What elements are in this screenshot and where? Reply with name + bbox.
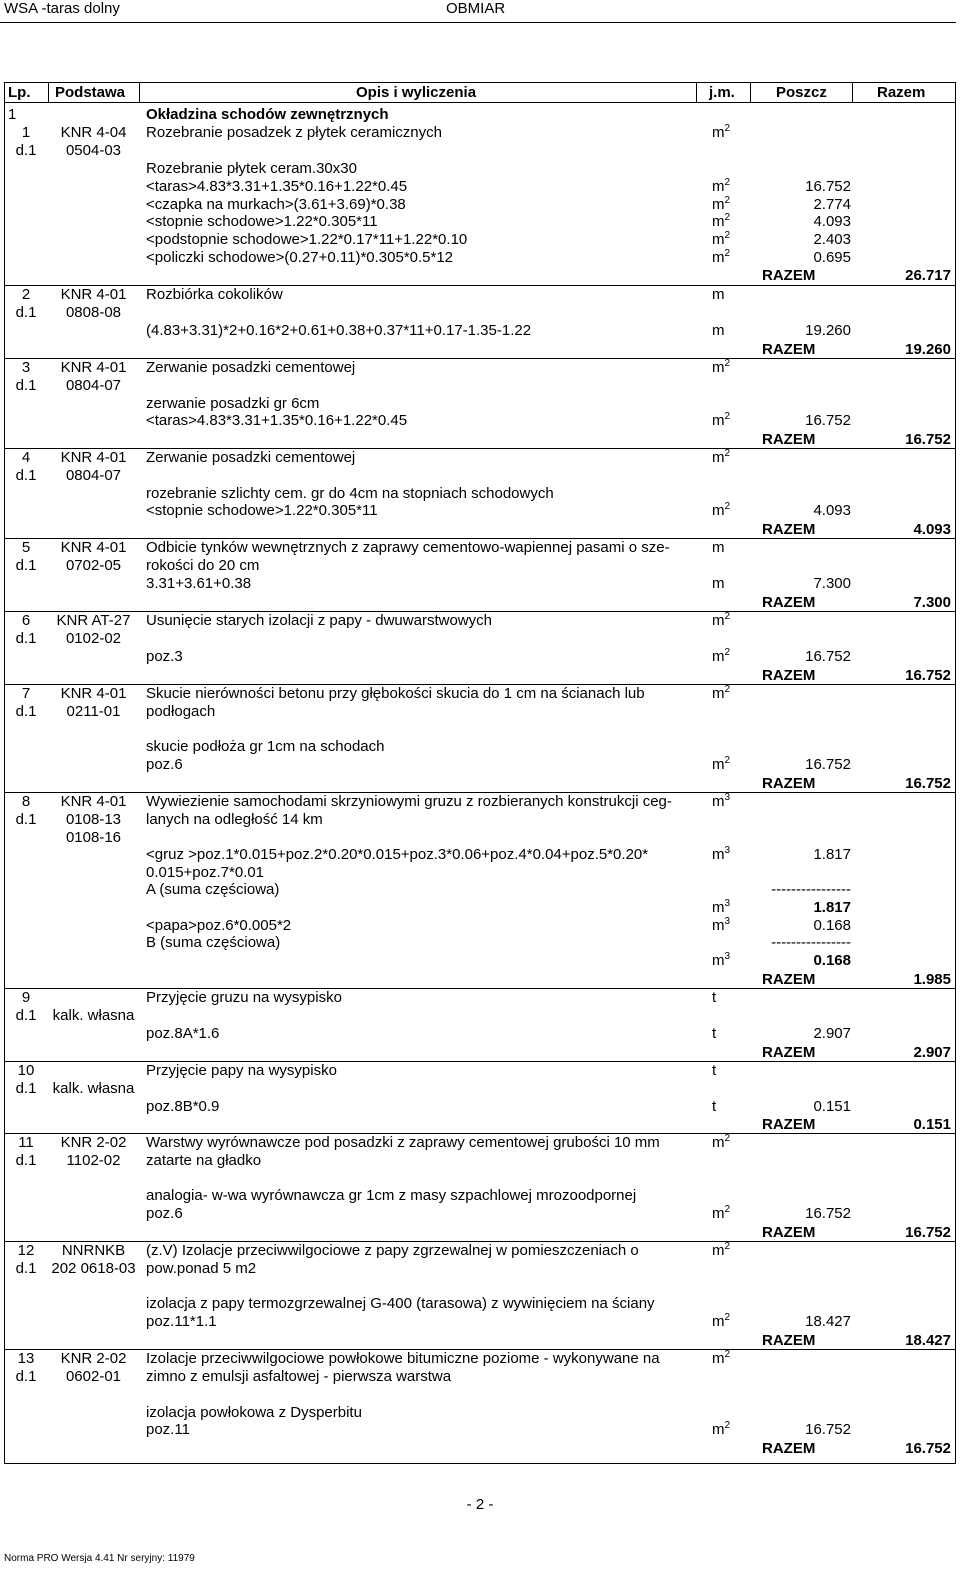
- page-number: - 2 -: [466, 1496, 494, 1513]
- row-lp: d.1: [15, 811, 37, 828]
- row-basis: 0602-01: [65, 1368, 122, 1385]
- row-unit: $m^2$: [712, 1420, 731, 1438]
- row-unit: $m^3$: [712, 898, 731, 916]
- row-partial: 0.151: [813, 1098, 851, 1115]
- col-header-partial: Poszcz: [776, 84, 827, 101]
- razem-label: RAZEM: [762, 1440, 816, 1457]
- row-description: <gruz >poz.1*0.015+poz.2*0.20*0.015+poz.3*0.06+poz.4*0.04+poz.5*0.20*: [146, 846, 649, 863]
- row-unit: m: [712, 539, 725, 556]
- row-separator: [4, 792, 956, 793]
- row-description: zatarte na gładko: [146, 1152, 262, 1169]
- row-description: Odbicie tynków wewnętrznych z zaprawy cementowo-wapiennej pasami o sze-: [146, 539, 670, 556]
- row-lp: d.1: [15, 377, 37, 394]
- row-lp: d.1: [15, 304, 37, 321]
- row-basis: 0504-03: [65, 142, 122, 159]
- col-header-lp: Lp.: [8, 84, 31, 101]
- row-unit: $m^2$: [712, 177, 731, 195]
- row-description: Przyjęcie papy na wysypisko: [146, 1062, 337, 1079]
- row-partial: 0.695: [813, 249, 851, 266]
- row-basis: KNR 4-01: [60, 359, 127, 376]
- row-description: <stopnie schodowe>1.22*0.305*11: [146, 502, 378, 519]
- razem-label: RAZEM: [762, 521, 816, 538]
- row-description: poz.3: [146, 648, 183, 665]
- row-partial: 2.403: [813, 231, 851, 248]
- row-description: <podstopnie schodowe>1.22*0.17*11+1.22*0.10: [146, 231, 468, 248]
- row-description: <papa>poz.6*0.005*2: [146, 917, 292, 934]
- row-unit: m: [712, 286, 725, 303]
- row-partial: 19.260: [805, 322, 851, 339]
- row-partial: 16.752: [805, 756, 851, 773]
- row-lp: 9: [21, 989, 31, 1006]
- row-unit: $m^2$: [712, 684, 731, 702]
- row-total: 16.752: [905, 775, 951, 792]
- col-header-total: Razem: [877, 84, 926, 101]
- row-unit: $m^2$: [712, 647, 731, 665]
- row-description: rozebranie szlichty cem. gr do 4cm na stopniach schodowych: [146, 485, 554, 502]
- row-lp: 11: [18, 1134, 34, 1151]
- row-basis: 0702-05: [65, 557, 122, 574]
- row-separator: [4, 285, 956, 286]
- row-description: poz.8A*1.6: [146, 1025, 220, 1042]
- row-description: <czapka na murkach>(3.61+3.69)*0.38: [146, 196, 406, 213]
- row-basis: KNR 4-01: [60, 685, 127, 702]
- row-basis: 0108-13: [65, 811, 122, 828]
- header-center: OBMIAR: [446, 0, 506, 17]
- row-separator: [4, 1349, 956, 1350]
- col-divider: [48, 82, 49, 102]
- row-total: 26.717: [905, 267, 951, 284]
- row-basis: KNR 4-01: [60, 539, 127, 556]
- row-partial: 2.907: [813, 1025, 851, 1042]
- row-lp: 12: [17, 1242, 35, 1259]
- row-partial: 18.427: [805, 1313, 851, 1330]
- row-description: rokości do 20 cm: [146, 557, 260, 574]
- row-unit: $m^2$: [712, 1204, 731, 1222]
- row-basis: kalk. własna: [52, 1007, 135, 1024]
- row-description: zerwanie posadzki gr 6cm: [146, 395, 320, 412]
- row-basis: NNRNKB: [61, 1242, 126, 1259]
- row-unit: t: [712, 1025, 717, 1042]
- row-partial: 16.752: [805, 648, 851, 665]
- row-unit: m: [712, 322, 725, 339]
- row-description: Warstwy wyrównawcze pod posadzki z zaprawy cementowej grubości 10 mm: [146, 1134, 660, 1151]
- row-unit: $m^2$: [712, 358, 731, 376]
- row-partial: 1.817: [813, 846, 851, 863]
- row-description: Rozbiórka cokolików: [146, 286, 283, 303]
- row-description: Rozebranie płytek ceram.30x30: [146, 160, 357, 177]
- row-description: poz.8B*0.9: [146, 1098, 220, 1115]
- razem-label: RAZEM: [762, 431, 816, 448]
- row-basis: KNR 4-01: [60, 449, 127, 466]
- row-description: izolacja powłokowa z Dysperbitu: [146, 1404, 362, 1421]
- row-description: (4.83+3.31)*2+0.16*2+0.61+0.38+0.37*11+0.17-1.35-1.22: [146, 322, 532, 339]
- row-unit: $m^3$: [712, 916, 731, 934]
- row-unit: $m^3$: [712, 845, 731, 863]
- row-description: <taras>4.83*3.31+1.35*0.16+1.22*0.45: [146, 178, 408, 195]
- row-description: lanych na odległość 14 km: [146, 811, 323, 828]
- row-unit: $m^3$: [712, 951, 731, 969]
- row-lp: d.1: [15, 703, 37, 720]
- section-number: 1: [8, 106, 17, 123]
- row-unit: t: [712, 1062, 717, 1079]
- row-lp: d.1: [15, 142, 37, 159]
- row-total: 2.907: [913, 1044, 951, 1061]
- row-description: poz.6: [146, 756, 183, 773]
- razem-label: RAZEM: [762, 667, 816, 684]
- row-unit: m: [712, 575, 725, 592]
- row-total: 18.427: [905, 1332, 951, 1349]
- row-basis: 0102-02: [65, 630, 122, 647]
- col-divider: [139, 82, 140, 102]
- row-basis: 0211-01: [66, 703, 121, 720]
- row-partial: 16.752: [805, 178, 851, 195]
- row-description: <policzki schodowe>(0.27+0.11)*0.305*0.5*12: [146, 249, 454, 266]
- row-partial: 16.752: [805, 412, 851, 429]
- col-divider: [750, 82, 751, 102]
- row-total: 16.752: [905, 1224, 951, 1241]
- row-basis: 0108-16: [65, 829, 122, 846]
- row-unit: $m^2$: [712, 123, 731, 141]
- row-unit: $m^2$: [712, 1312, 731, 1330]
- row-basis: 0804-07: [65, 377, 122, 394]
- row-description: Usunięcie starych izolacji z papy - dwuwarstwowych: [146, 612, 492, 629]
- razem-label: RAZEM: [762, 1116, 816, 1133]
- razem-label: RAZEM: [762, 971, 816, 988]
- row-unit: t: [712, 989, 717, 1006]
- row-lp: d.1: [15, 1152, 37, 1169]
- row-description: Zerwanie posadzki cementowej: [146, 449, 356, 466]
- row-partial: 16.752: [805, 1421, 851, 1438]
- row-lp: 7: [21, 685, 31, 702]
- row-lp: 4: [21, 449, 31, 466]
- row-lp: d.1: [15, 467, 37, 484]
- razem-label: RAZEM: [762, 267, 816, 284]
- row-unit: $m^2$: [712, 1349, 731, 1367]
- row-partial: 2.774: [813, 196, 851, 213]
- row-unit: $m^2$: [712, 501, 731, 519]
- row-unit: $m^2$: [712, 755, 731, 773]
- col-divider: [852, 82, 853, 102]
- row-separator: [4, 448, 956, 449]
- row-lp: 8: [21, 793, 31, 810]
- row-lp: 10: [17, 1062, 35, 1079]
- row-lp: 13: [17, 1350, 35, 1367]
- row-total: 4.093: [913, 521, 951, 538]
- row-basis: 1102-02: [66, 1152, 121, 1169]
- row-unit: $m^2$: [712, 195, 731, 213]
- row-separator: [4, 1133, 956, 1134]
- row-description: B (suma częściowa): [146, 934, 281, 951]
- row-basis: KNR AT-27: [56, 612, 131, 629]
- row-description: Przyjęcie gruzu na wysypisko: [146, 989, 342, 1006]
- row-partial: ----------------: [771, 881, 851, 898]
- row-total: 7.300: [913, 594, 951, 611]
- razem-label: RAZEM: [762, 1044, 816, 1061]
- razem-label: RAZEM: [762, 594, 816, 611]
- row-basis: KNR 2-02: [60, 1350, 127, 1367]
- row-basis: KNR 2-02: [60, 1134, 127, 1151]
- row-description: Wywiezienie samochodami skrzyniowymi gruzu z rozbieranych konstrukcji ceg-: [146, 793, 672, 810]
- row-partial: 0.168: [813, 952, 851, 969]
- row-separator: [4, 1241, 956, 1242]
- row-unit: $m^2$: [712, 411, 731, 429]
- row-lp: 5: [21, 539, 31, 556]
- razem-label: RAZEM: [762, 341, 816, 358]
- row-description: <stopnie schodowe>1.22*0.305*11: [146, 213, 378, 230]
- row-lp: d.1: [15, 1260, 37, 1277]
- row-description: zimno z emulsji asfaltowej - pierwsza warstwa: [146, 1368, 452, 1385]
- row-basis: KNR 4-01: [60, 793, 127, 810]
- razem-label: RAZEM: [762, 775, 816, 792]
- row-partial: 16.752: [805, 1205, 851, 1222]
- row-partial: 4.093: [813, 502, 851, 519]
- razem-label: RAZEM: [762, 1332, 816, 1349]
- row-partial: ----------------: [771, 934, 851, 951]
- row-description: 0.015+poz.7*0.01: [146, 864, 265, 881]
- software-footer: Norma PRO Wersja 4.41 Nr seryjny: 11979: [4, 1553, 195, 1564]
- row-unit: $m^2$: [712, 1241, 731, 1259]
- row-lp: d.1: [15, 1007, 37, 1024]
- row-total: 1.985: [913, 971, 951, 988]
- row-description: poz.6: [146, 1205, 183, 1222]
- row-separator: [4, 988, 956, 989]
- row-unit: $m^2$: [712, 248, 731, 266]
- row-separator: [4, 611, 956, 612]
- row-total: 0.151: [913, 1116, 951, 1133]
- row-lp: d.1: [15, 557, 37, 574]
- row-partial: 0.168: [813, 917, 851, 934]
- row-basis: kalk. własna: [52, 1080, 135, 1097]
- col-header-unit: j.m.: [709, 84, 735, 101]
- row-unit: $m^2$: [712, 611, 731, 629]
- row-separator: [4, 538, 956, 539]
- row-basis: 202 0618-03: [51, 1260, 136, 1277]
- row-separator: [4, 684, 956, 685]
- row-description: podłogach: [146, 703, 216, 720]
- header-row-divider: [4, 102, 956, 103]
- row-description: Rozebranie posadzek z płytek ceramicznych: [146, 124, 442, 141]
- row-description: pow.ponad 5 m2: [146, 1260, 257, 1277]
- col-divider: [696, 82, 697, 102]
- row-unit: t: [712, 1098, 717, 1115]
- row-description: analogia- w-wa wyrównawcza gr 1cm z masy szpachlowej mrozoodpornej: [146, 1187, 637, 1204]
- row-lp: d.1: [15, 1080, 37, 1097]
- section-title: Okładzina schodów zewnętrznych: [146, 106, 389, 123]
- row-description: izolacja z papy termozgrzewalnej G-400 (tarasowa) z wywinięciem na ściany: [146, 1295, 655, 1312]
- row-partial: 1.817: [813, 899, 851, 916]
- row-lp: 1: [21, 124, 31, 141]
- row-description: skucie podłoża gr 1cm na schodach: [146, 738, 385, 755]
- row-lp: 3: [21, 359, 31, 376]
- row-basis: KNR 4-01: [60, 286, 127, 303]
- col-header-basis: Podstawa: [55, 84, 126, 101]
- row-lp: d.1: [15, 630, 37, 647]
- row-total: 16.752: [905, 1440, 951, 1457]
- col-header-desc: Opis i wyliczenia: [356, 84, 477, 101]
- row-description: A (suma częściowa): [146, 881, 280, 898]
- row-unit: $m^2$: [712, 212, 731, 230]
- row-description: 3.31+3.61+0.38: [146, 575, 252, 592]
- row-lp: 2: [21, 286, 31, 303]
- row-description: poz.11*1.1: [146, 1313, 217, 1330]
- razem-label: RAZEM: [762, 1224, 816, 1241]
- row-unit: $m^2$: [712, 230, 731, 248]
- row-description: (z.V) Izolacje przeciwwilgociowe z papy zgrzewalnej w pomieszczeniach o: [146, 1242, 639, 1259]
- row-description: <taras>4.83*3.31+1.35*0.16+1.22*0.45: [146, 412, 408, 429]
- row-unit: $m^2$: [712, 1133, 731, 1151]
- row-unit: $m^3$: [712, 792, 731, 810]
- row-partial: 4.093: [813, 213, 851, 230]
- header-divider: [0, 22, 956, 23]
- row-lp: d.1: [15, 1368, 37, 1385]
- row-basis: 0808-08: [65, 304, 122, 321]
- row-separator: [4, 1061, 956, 1062]
- row-total: 16.752: [905, 667, 951, 684]
- row-partial: 7.300: [813, 575, 851, 592]
- row-description: poz.11: [146, 1421, 190, 1438]
- row-description: Izolacje przeciwwilgociowe powłokowe bitumiczne poziome - wykonywane na: [146, 1350, 660, 1367]
- row-basis: 0804-07: [65, 467, 122, 484]
- row-total: 19.260: [905, 341, 951, 358]
- row-lp: 6: [21, 612, 31, 629]
- header-left: WSA -taras dolny: [4, 0, 120, 17]
- row-total: 16.752: [905, 431, 951, 448]
- row-description: Skucie nierówności betonu przy głębokości skucia do 1 cm na ścianach lub: [146, 685, 645, 702]
- row-basis: KNR 4-04: [60, 124, 127, 141]
- row-description: Zerwanie posadzki cementowej: [146, 359, 356, 376]
- row-separator: [4, 358, 956, 359]
- row-unit: $m^2$: [712, 448, 731, 466]
